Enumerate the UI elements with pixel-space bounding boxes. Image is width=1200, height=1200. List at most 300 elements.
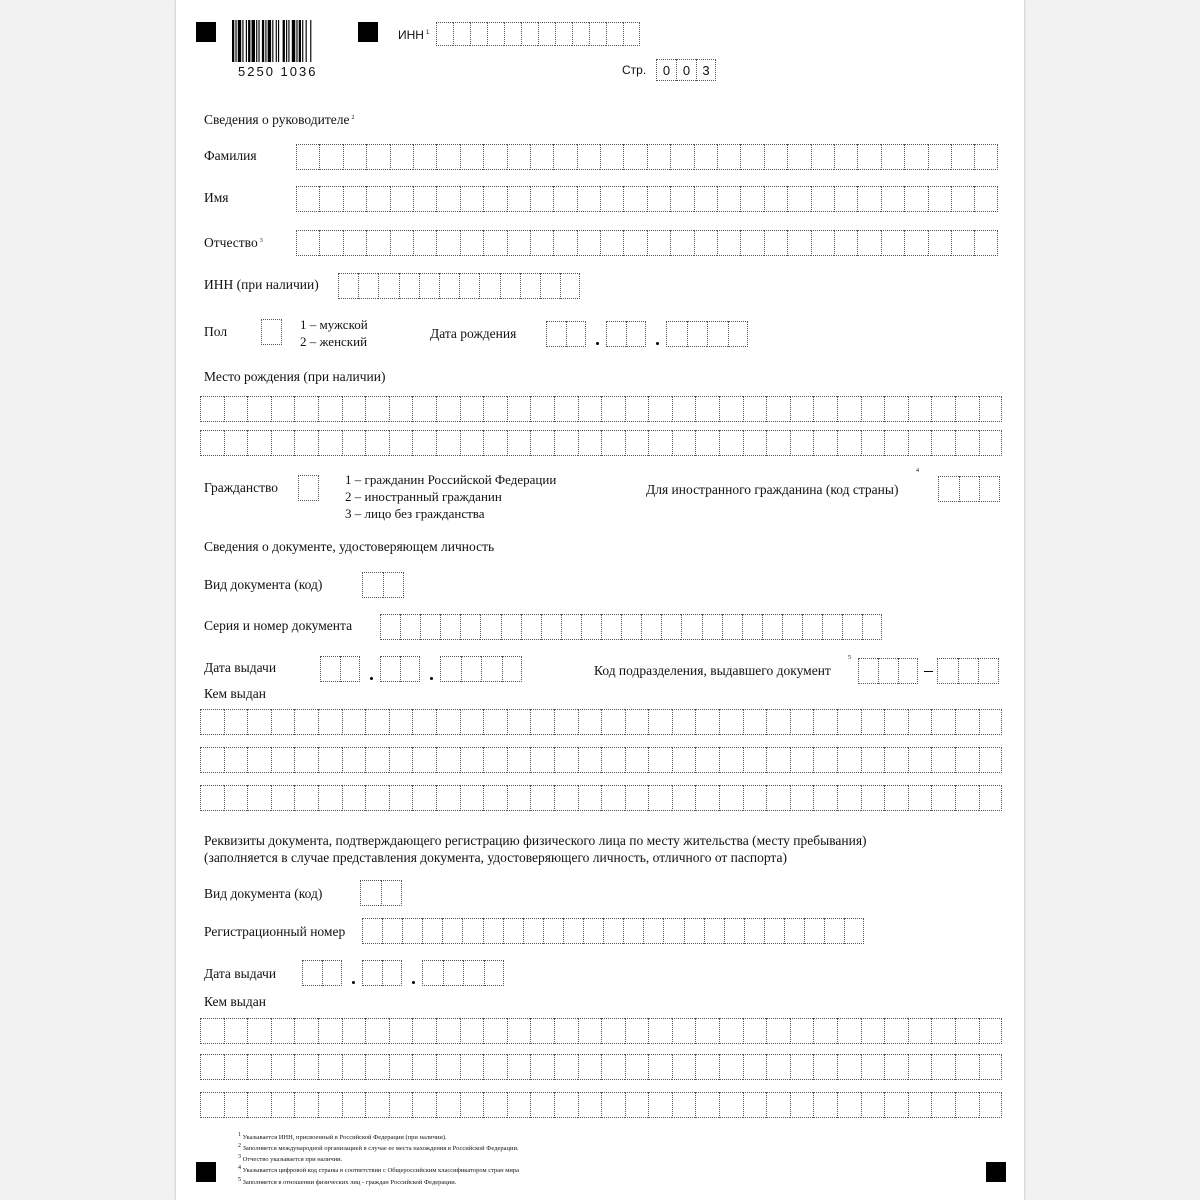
char-cell[interactable] xyxy=(813,396,837,422)
char-cell[interactable] xyxy=(813,1054,837,1080)
char-cell[interactable] xyxy=(787,186,810,212)
char-cell[interactable] xyxy=(842,614,862,640)
char-cell[interactable] xyxy=(484,960,505,986)
char-cell[interactable] xyxy=(540,273,560,299)
char-cell[interactable] xyxy=(578,785,602,811)
char-cell[interactable] xyxy=(577,230,600,256)
char-cell[interactable] xyxy=(436,186,459,212)
char-cell[interactable] xyxy=(719,1018,743,1044)
char-cell[interactable] xyxy=(648,1054,672,1080)
manager-inn-cells[interactable] xyxy=(338,273,580,299)
char-cell[interactable] xyxy=(362,960,382,986)
char-cell[interactable] xyxy=(603,918,623,944)
char-cell[interactable] xyxy=(931,430,955,456)
char-cell[interactable] xyxy=(460,144,483,170)
char-cell[interactable] xyxy=(672,747,696,773)
char-cell[interactable] xyxy=(834,230,857,256)
char-cell[interactable] xyxy=(625,1092,649,1118)
birth-place-cells-line-1[interactable] xyxy=(200,396,1002,422)
char-cell[interactable] xyxy=(507,144,530,170)
char-cell[interactable] xyxy=(955,709,979,735)
char-cell[interactable] xyxy=(502,656,523,682)
char-cell[interactable] xyxy=(623,144,646,170)
char-cell[interactable] xyxy=(931,709,955,735)
char-cell[interactable] xyxy=(319,186,342,212)
char-cell[interactable] xyxy=(224,396,248,422)
char-cell[interactable] xyxy=(298,475,319,501)
char-cell[interactable] xyxy=(695,396,719,422)
residence-issued-by-cells-line-3[interactable] xyxy=(200,1092,1002,1118)
char-cell[interactable] xyxy=(224,1092,248,1118)
char-cell[interactable] xyxy=(648,1018,672,1044)
char-cell[interactable] xyxy=(271,396,295,422)
char-cell[interactable] xyxy=(834,144,857,170)
char-cell[interactable] xyxy=(439,273,459,299)
char-cell[interactable] xyxy=(837,785,861,811)
char-cell[interactable] xyxy=(383,572,404,598)
char-cell[interactable] xyxy=(224,1054,248,1080)
char-cell[interactable] xyxy=(951,186,974,212)
char-cell[interactable] xyxy=(443,960,464,986)
identity-issue-year-cells[interactable] xyxy=(440,656,522,682)
char-cell[interactable] xyxy=(884,1018,908,1044)
char-cell[interactable] xyxy=(663,918,683,944)
char-cell[interactable] xyxy=(483,1018,507,1044)
char-cell[interactable] xyxy=(583,918,603,944)
char-cell[interactable] xyxy=(523,918,543,944)
char-cell[interactable] xyxy=(422,960,443,986)
char-cell[interactable] xyxy=(381,880,402,906)
sex-cell[interactable] xyxy=(261,319,282,345)
char-cell[interactable] xyxy=(460,1018,484,1044)
char-cell[interactable] xyxy=(390,186,413,212)
char-cell[interactable] xyxy=(861,1054,885,1080)
char-cell[interactable] xyxy=(955,396,979,422)
char-cell[interactable] xyxy=(623,918,643,944)
char-cell[interactable] xyxy=(762,614,782,640)
char-cell[interactable] xyxy=(200,396,224,422)
char-cell[interactable] xyxy=(908,396,932,422)
char-cell[interactable] xyxy=(365,430,389,456)
char-cell[interactable] xyxy=(389,709,413,735)
char-cell[interactable] xyxy=(412,785,436,811)
char-cell[interactable] xyxy=(837,747,861,773)
char-cell[interactable] xyxy=(436,785,460,811)
char-cell[interactable] xyxy=(647,186,670,212)
char-cell[interactable] xyxy=(908,1092,932,1118)
char-cell[interactable] xyxy=(743,396,767,422)
char-cell[interactable] xyxy=(790,1054,814,1080)
char-cell[interactable] xyxy=(483,747,507,773)
char-cell[interactable] xyxy=(294,1054,318,1080)
char-cell[interactable] xyxy=(881,186,904,212)
char-cell[interactable] xyxy=(319,230,342,256)
char-cell[interactable] xyxy=(672,1054,696,1080)
char-cell[interactable] xyxy=(318,430,342,456)
char-cell[interactable] xyxy=(694,186,717,212)
char-cell[interactable] xyxy=(294,430,318,456)
char-cell[interactable] xyxy=(413,144,436,170)
char-cell[interactable] xyxy=(362,572,383,598)
char-cell[interactable] xyxy=(811,186,834,212)
char-cell[interactable] xyxy=(530,1054,554,1080)
char-cell[interactable] xyxy=(837,1092,861,1118)
char-cell[interactable] xyxy=(908,430,932,456)
char-cell[interactable] xyxy=(908,747,932,773)
char-cell[interactable] xyxy=(412,1018,436,1044)
char-cell[interactable] xyxy=(937,658,958,684)
char-cell[interactable] xyxy=(641,614,661,640)
char-cell[interactable] xyxy=(554,785,578,811)
char-cell[interactable] xyxy=(318,785,342,811)
char-cell[interactable] xyxy=(684,918,704,944)
char-cell[interactable] xyxy=(483,1092,507,1118)
char-cell[interactable] xyxy=(530,186,553,212)
char-cell[interactable] xyxy=(555,22,572,46)
char-cell[interactable] xyxy=(412,1092,436,1118)
char-cell[interactable] xyxy=(898,658,918,684)
char-cell[interactable] xyxy=(436,230,459,256)
char-cell[interactable] xyxy=(412,430,436,456)
char-cell[interactable] xyxy=(837,396,861,422)
char-cell[interactable] xyxy=(743,709,767,735)
char-cell[interactable] xyxy=(728,321,749,347)
char-cell[interactable] xyxy=(389,1018,413,1044)
char-cell[interactable] xyxy=(740,186,763,212)
char-cell[interactable] xyxy=(719,396,743,422)
char-cell[interactable] xyxy=(436,1054,460,1080)
char-cell[interactable] xyxy=(719,1054,743,1080)
char-cell[interactable] xyxy=(719,785,743,811)
char-cell[interactable] xyxy=(460,1054,484,1080)
char-cell[interactable] xyxy=(958,658,979,684)
char-cell[interactable] xyxy=(412,1054,436,1080)
char-cell[interactable] xyxy=(507,186,530,212)
char-cell[interactable] xyxy=(861,709,885,735)
char-cell[interactable] xyxy=(389,785,413,811)
char-cell[interactable] xyxy=(625,1018,649,1044)
char-cell[interactable] xyxy=(648,747,672,773)
char-cell[interactable] xyxy=(625,396,649,422)
char-cell[interactable] xyxy=(460,396,484,422)
char-cell[interactable] xyxy=(483,186,506,212)
char-cell[interactable] xyxy=(742,614,762,640)
char-cell[interactable] xyxy=(294,396,318,422)
char-cell[interactable] xyxy=(813,747,837,773)
char-cell[interactable] xyxy=(600,230,623,256)
foreign-country-code-cells[interactable] xyxy=(938,476,1000,502)
char-cell[interactable] xyxy=(766,747,790,773)
char-cell[interactable] xyxy=(623,230,646,256)
name-cells[interactable] xyxy=(296,186,998,212)
char-cell[interactable] xyxy=(717,230,740,256)
char-cell[interactable] xyxy=(390,230,413,256)
char-cell[interactable] xyxy=(378,273,398,299)
char-cell[interactable] xyxy=(931,785,955,811)
char-cell[interactable] xyxy=(247,1018,271,1044)
char-cell[interactable] xyxy=(365,747,389,773)
char-cell[interactable] xyxy=(787,144,810,170)
char-cell[interactable] xyxy=(389,1054,413,1080)
char-cell[interactable] xyxy=(766,1054,790,1080)
char-cell[interactable] xyxy=(436,747,460,773)
char-cell[interactable] xyxy=(420,614,440,640)
char-cell[interactable] xyxy=(578,709,602,735)
char-cell[interactable] xyxy=(766,1092,790,1118)
char-cell[interactable] xyxy=(955,1054,979,1080)
char-cell[interactable] xyxy=(601,785,625,811)
char-cell[interactable] xyxy=(271,430,295,456)
char-cell[interactable] xyxy=(436,396,460,422)
char-cell[interactable] xyxy=(648,396,672,422)
patronymic-cells[interactable] xyxy=(296,230,998,256)
char-cell[interactable] xyxy=(553,186,576,212)
char-cell[interactable] xyxy=(577,144,600,170)
char-cell[interactable] xyxy=(606,22,623,46)
char-cell[interactable] xyxy=(247,396,271,422)
char-cell[interactable] xyxy=(294,747,318,773)
char-cell[interactable] xyxy=(862,614,882,640)
char-cell[interactable] xyxy=(928,144,951,170)
char-cell[interactable] xyxy=(931,1018,955,1044)
char-cell[interactable] xyxy=(389,430,413,456)
char-cell[interactable] xyxy=(884,1054,908,1080)
char-cell[interactable] xyxy=(661,614,681,640)
char-cell[interactable] xyxy=(790,785,814,811)
char-cell[interactable] xyxy=(931,396,955,422)
char-cell[interactable] xyxy=(578,1092,602,1118)
char-cell[interactable] xyxy=(224,709,248,735)
char-cell[interactable] xyxy=(623,22,640,46)
char-cell[interactable] xyxy=(979,1054,1003,1080)
char-cell[interactable] xyxy=(672,785,696,811)
char-cell[interactable] xyxy=(626,321,646,347)
char-cell[interactable] xyxy=(951,230,974,256)
char-cell[interactable] xyxy=(342,709,366,735)
char-cell[interactable] xyxy=(247,1092,271,1118)
char-cell[interactable] xyxy=(787,230,810,256)
char-cell[interactable] xyxy=(507,430,531,456)
birth-place-cells-line-2[interactable] xyxy=(200,430,1002,456)
char-cell[interactable] xyxy=(271,785,295,811)
char-cell[interactable] xyxy=(884,709,908,735)
char-cell[interactable] xyxy=(503,918,523,944)
char-cell[interactable] xyxy=(481,656,502,682)
char-cell[interactable] xyxy=(479,273,499,299)
char-cell[interactable] xyxy=(343,144,366,170)
char-cell[interactable] xyxy=(928,186,951,212)
char-cell[interactable] xyxy=(790,1018,814,1044)
char-cell[interactable] xyxy=(200,785,224,811)
char-cell[interactable] xyxy=(681,614,701,640)
char-cell[interactable] xyxy=(979,747,1003,773)
char-cell[interactable] xyxy=(837,1054,861,1080)
char-cell[interactable] xyxy=(743,1018,767,1044)
char-cell[interactable] xyxy=(884,430,908,456)
char-cell[interactable] xyxy=(881,144,904,170)
char-cell[interactable] xyxy=(938,476,959,502)
char-cell[interactable] xyxy=(520,273,540,299)
char-cell[interactable] xyxy=(413,230,436,256)
identity-doc-series-cells[interactable] xyxy=(380,614,882,640)
char-cell[interactable] xyxy=(695,1054,719,1080)
char-cell[interactable] xyxy=(541,614,561,640)
char-cell[interactable] xyxy=(247,1054,271,1080)
char-cell[interactable] xyxy=(672,396,696,422)
char-cell[interactable] xyxy=(319,144,342,170)
char-cell[interactable] xyxy=(955,430,979,456)
char-cell[interactable] xyxy=(974,230,997,256)
char-cell[interactable] xyxy=(342,747,366,773)
char-cell[interactable] xyxy=(955,747,979,773)
char-cell[interactable] xyxy=(979,396,1003,422)
char-cell[interactable] xyxy=(342,785,366,811)
char-cell[interactable] xyxy=(625,430,649,456)
char-cell[interactable] xyxy=(390,144,413,170)
char-cell[interactable] xyxy=(200,1092,224,1118)
char-cell[interactable] xyxy=(884,396,908,422)
birth-year-cells[interactable] xyxy=(666,321,748,347)
char-cell[interactable] xyxy=(530,709,554,735)
char-cell[interactable] xyxy=(501,614,521,640)
char-cell[interactable] xyxy=(884,1092,908,1118)
char-cell[interactable] xyxy=(343,186,366,212)
char-cell[interactable] xyxy=(766,430,790,456)
char-cell[interactable] xyxy=(554,396,578,422)
char-cell[interactable] xyxy=(672,1092,696,1118)
char-cell[interactable] xyxy=(790,1092,814,1118)
char-cell[interactable] xyxy=(521,614,541,640)
char-cell[interactable] xyxy=(530,1092,554,1118)
surname-cells[interactable] xyxy=(296,144,998,170)
char-cell[interactable] xyxy=(483,1054,507,1080)
char-cell[interactable] xyxy=(480,614,500,640)
char-cell[interactable] xyxy=(342,1018,366,1044)
division-code-cells-part-2[interactable] xyxy=(937,658,999,684)
char-cell[interactable] xyxy=(400,614,420,640)
char-cell[interactable] xyxy=(857,230,880,256)
char-cell[interactable] xyxy=(857,186,880,212)
char-cell[interactable] xyxy=(560,273,580,299)
char-cell[interactable] xyxy=(436,22,453,46)
char-cell[interactable] xyxy=(530,785,554,811)
char-cell[interactable] xyxy=(436,1018,460,1044)
char-cell[interactable] xyxy=(389,747,413,773)
char-cell[interactable] xyxy=(719,430,743,456)
char-cell[interactable] xyxy=(507,396,531,422)
char-cell[interactable] xyxy=(695,1018,719,1044)
char-cell[interactable] xyxy=(955,785,979,811)
char-cell[interactable] xyxy=(834,186,857,212)
char-cell[interactable] xyxy=(561,614,581,640)
char-cell[interactable] xyxy=(362,918,382,944)
char-cell[interactable] xyxy=(904,144,927,170)
char-cell[interactable] xyxy=(365,1092,389,1118)
char-cell[interactable] xyxy=(380,656,400,682)
char-cell[interactable] xyxy=(543,918,563,944)
char-cell[interactable] xyxy=(719,1092,743,1118)
char-cell[interactable] xyxy=(224,747,248,773)
char-cell[interactable] xyxy=(453,22,470,46)
char-cell[interactable] xyxy=(695,785,719,811)
reg-number-cells[interactable] xyxy=(362,918,864,944)
char-cell[interactable] xyxy=(483,785,507,811)
char-cell[interactable] xyxy=(578,1054,602,1080)
char-cell[interactable] xyxy=(572,22,589,46)
char-cell[interactable] xyxy=(200,709,224,735)
char-cell[interactable] xyxy=(563,918,583,944)
char-cell[interactable] xyxy=(271,709,295,735)
char-cell[interactable] xyxy=(261,319,282,345)
char-cell[interactable] xyxy=(487,22,504,46)
identity-issued-by-cells-line-2[interactable] xyxy=(200,747,1002,773)
char-cell[interactable] xyxy=(365,1018,389,1044)
char-cell[interactable] xyxy=(625,747,649,773)
char-cell[interactable] xyxy=(342,396,366,422)
char-cell[interactable] xyxy=(764,186,787,212)
char-cell[interactable] xyxy=(578,430,602,456)
char-cell[interactable] xyxy=(507,230,530,256)
char-cell[interactable] xyxy=(784,918,804,944)
char-cell[interactable] xyxy=(813,1018,837,1044)
char-cell[interactable] xyxy=(743,1092,767,1118)
char-cell[interactable] xyxy=(928,230,951,256)
char-cell[interactable] xyxy=(460,1092,484,1118)
char-cell[interactable] xyxy=(578,1018,602,1044)
division-code-cells-part-1[interactable] xyxy=(858,658,918,684)
char-cell[interactable] xyxy=(672,1018,696,1044)
char-cell[interactable] xyxy=(811,144,834,170)
char-cell[interactable] xyxy=(483,396,507,422)
char-cell[interactable] xyxy=(296,186,319,212)
char-cell[interactable] xyxy=(951,144,974,170)
char-cell[interactable] xyxy=(318,1018,342,1044)
char-cell[interactable] xyxy=(813,709,837,735)
header-inn-cells[interactable] xyxy=(436,22,640,46)
char-cell[interactable] xyxy=(648,1092,672,1118)
char-cell[interactable] xyxy=(643,918,663,944)
char-cell[interactable] xyxy=(766,709,790,735)
char-cell[interactable] xyxy=(483,230,506,256)
char-cell[interactable] xyxy=(857,144,880,170)
char-cell[interactable] xyxy=(442,918,462,944)
char-cell[interactable] xyxy=(360,880,381,906)
char-cell[interactable] xyxy=(695,709,719,735)
char-cell[interactable] xyxy=(530,1018,554,1044)
char-cell[interactable] xyxy=(811,230,834,256)
char-cell[interactable] xyxy=(412,747,436,773)
char-cell[interactable] xyxy=(979,709,1003,735)
char-cell[interactable] xyxy=(302,960,322,986)
char-cell[interactable] xyxy=(460,709,484,735)
birth-day-cells[interactable] xyxy=(546,321,586,347)
char-cell[interactable] xyxy=(813,430,837,456)
char-cell[interactable] xyxy=(554,1092,578,1118)
char-cell[interactable] xyxy=(790,747,814,773)
char-cell[interactable] xyxy=(440,656,461,682)
char-cell[interactable] xyxy=(358,273,378,299)
char-cell[interactable] xyxy=(578,396,602,422)
char-cell[interactable] xyxy=(530,230,553,256)
char-cell[interactable] xyxy=(460,186,483,212)
char-cell[interactable] xyxy=(294,1018,318,1044)
char-cell[interactable] xyxy=(294,1092,318,1118)
char-cell[interactable] xyxy=(904,186,927,212)
char-cell[interactable] xyxy=(365,709,389,735)
char-cell[interactable] xyxy=(294,709,318,735)
char-cell[interactable] xyxy=(294,785,318,811)
residence-issue-year-cells[interactable] xyxy=(422,960,504,986)
